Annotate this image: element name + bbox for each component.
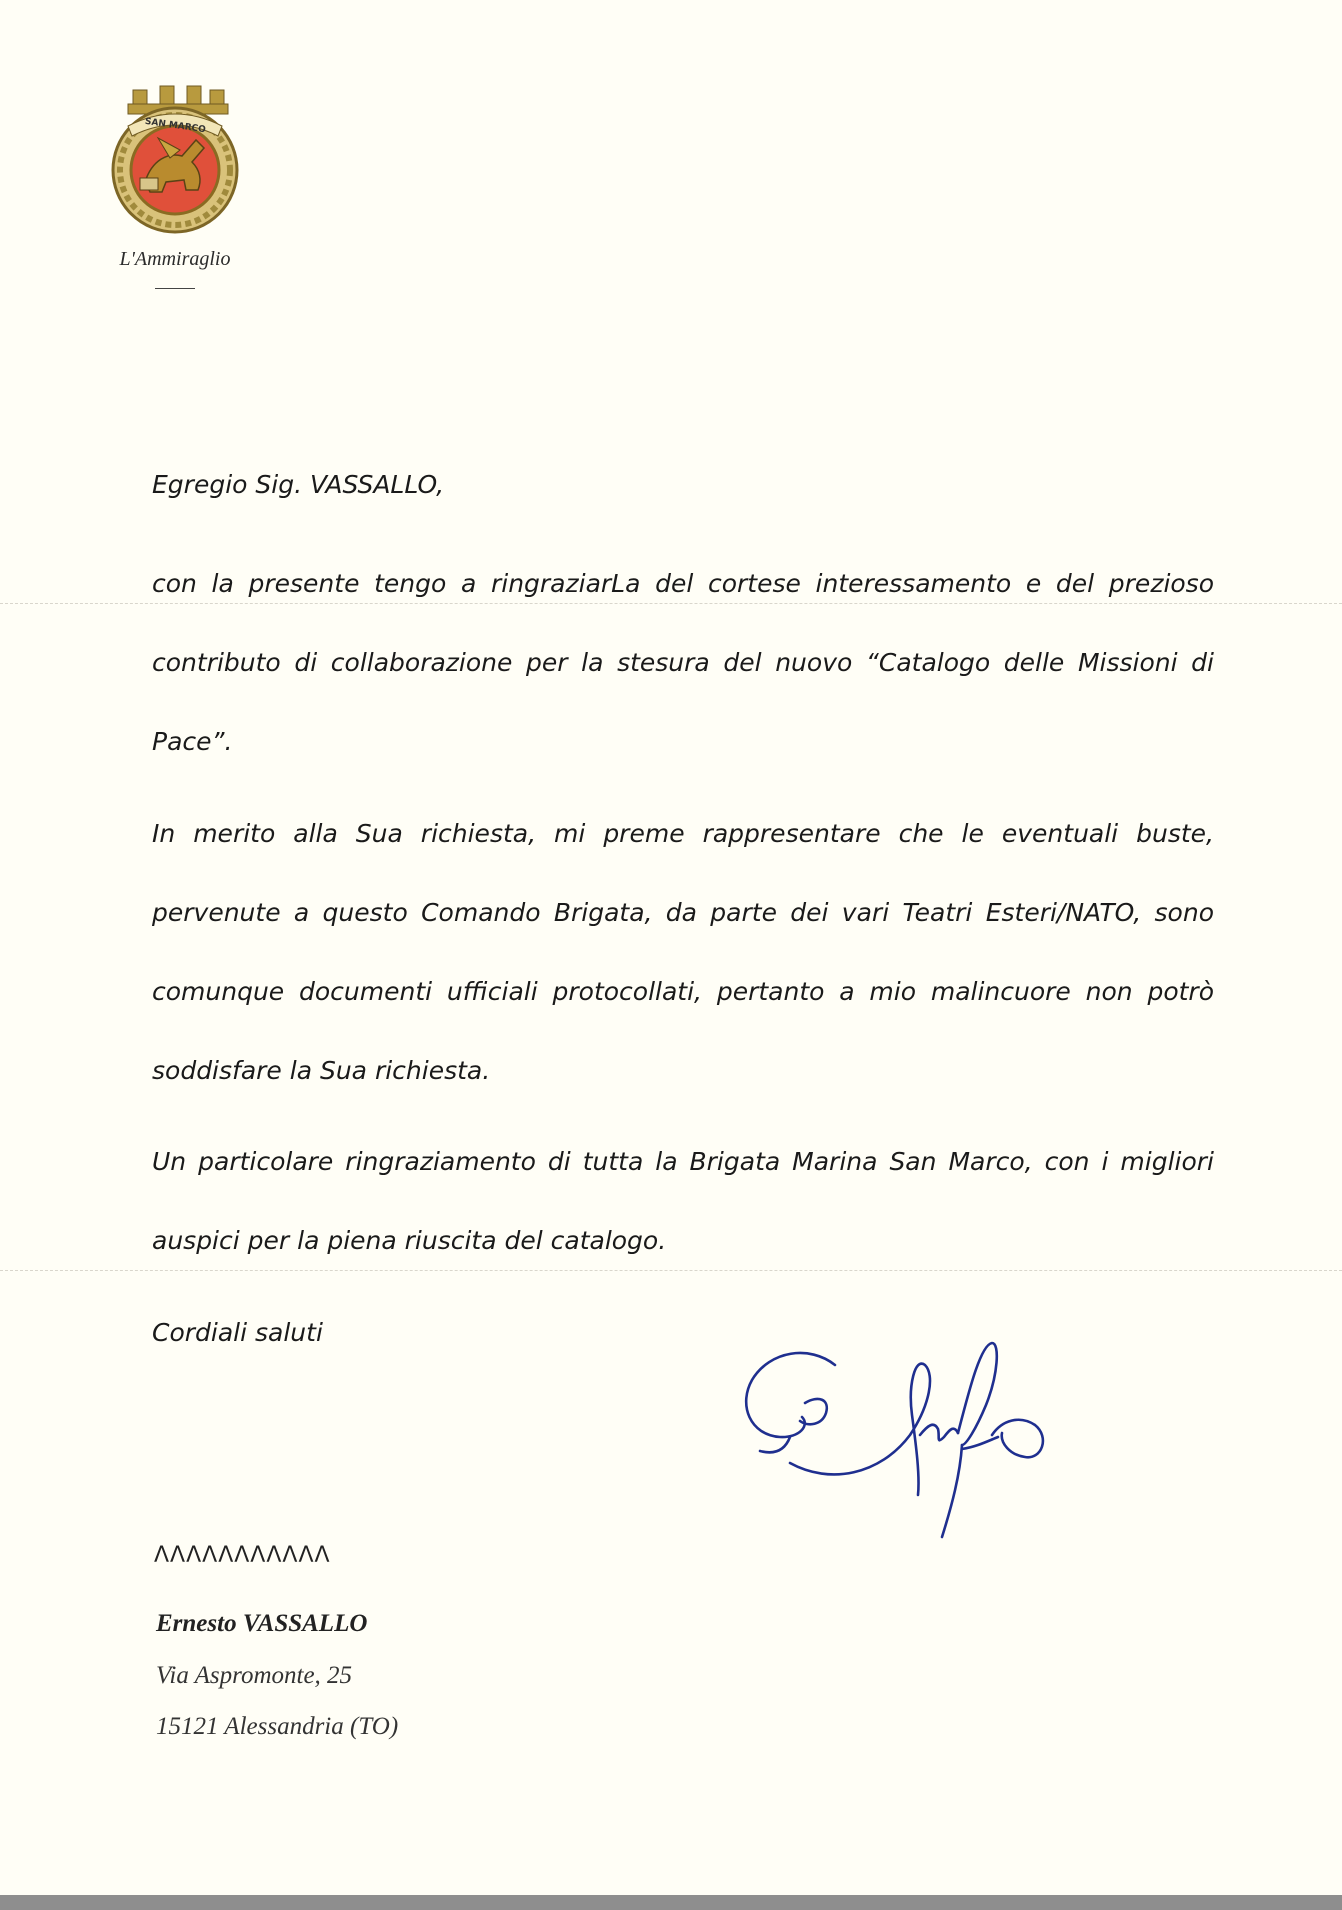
handwritten-signature (730, 1325, 1090, 1555)
admiral-caption: L'Ammiraglio (119, 248, 231, 270)
body-paragraph-2: In merito alla Sua richiesta, mi preme rappresentare che le eventuali buste, pervenute a questo Comando Brigata, da parte dei vari Teatri Esteri/NATO, sono comunque documenti ufficiali protocollati, pertanto a mio malincuore non potrò soddisfare la Sua richiesta. (152, 819, 1214, 1085)
scan-edge (0, 1895, 1342, 1910)
closing-greeting: Cordiali saluti (152, 1318, 323, 1347)
caption-rule (155, 288, 195, 289)
body-paragraph-1: con la presente tengo a ringraziarLa del cortese interessamento e del prezioso contributo di collaborazione per la stesura del nuovo “Catalogo delle Missioni di Pace”. (152, 569, 1214, 756)
san-marco-emblem-logo (100, 82, 250, 242)
body-paragraph-3: Un particolare ringraziamento di tutta la Brigata Marina San Marco, con i migliori auspici per la piena riuscita del catalogo. (152, 1147, 1214, 1255)
recipient-name: Ernesto VASSALLO (156, 1610, 368, 1637)
recipient-city: 15121 Alessandria (TO) (156, 1713, 399, 1740)
recipient-street: Via Aspromonte, 25 (156, 1662, 353, 1689)
svg-text:SAN MARCO: SAN MARCO (144, 116, 207, 136)
salutation: Egregio Sig. VASSALLO, (152, 470, 445, 499)
separator-marks: ΛΛΛΛΛΛΛΛΛΛΛ (154, 1543, 331, 1568)
